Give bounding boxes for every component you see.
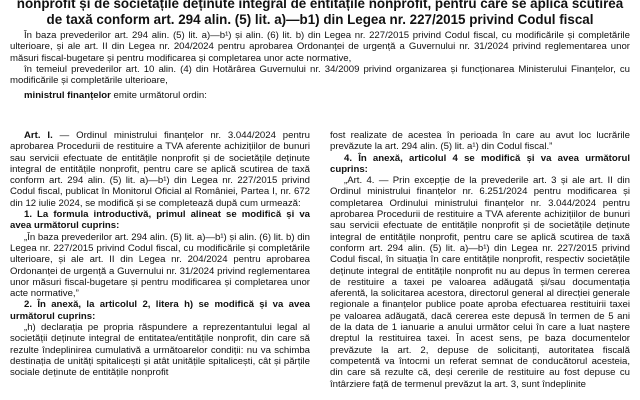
continuation-text: fost realizate de acestea în perioada în care au avut loc lucrările prevăzute la art. 294 alin. (5) lit. a¹) din Codul fiscal.” bbox=[330, 130, 630, 153]
item-1-heading: 1. La formula introductivă, primul alineat se modifică și va avea următorul cuprins: bbox=[10, 209, 310, 232]
document-title bbox=[2, 0, 638, 28]
article-1-label: Art. I. bbox=[24, 130, 53, 141]
item-2-quote: „h) declarația pe propria răspundere a reprezentantului legal al societății deținute integral de entitatea/entitățile nonprofit, din care să rezulte îndeplinirea cumulativă a următoarelor condiții: nu va schimba destinația de unități spitalicești și atât unitățile spitalicești, cât și părțile sociale deținute de entitățile nonprofit bbox=[10, 322, 310, 379]
preamble-paragraph-2: în temeiul prevederilor art. 10 alin. (4) din Hotărârea Guvernului nr. 34/2009 privind organizarea și funcționarea Ministerului Finanțelor, cu modificările și completările ulterioare, bbox=[10, 63, 630, 87]
article-4-quote: „Art. 4. — Prin excepție de la prevederile art. 3 și ale art. II din Ordinul ministrului finanțelor nr. 6.251/2024 pentru modificarea și completarea Ordinului ministrului finanțelor nr. 3.044/2024 pentru aprobarea Procedurii de restituire a TVA aferente achizițiilor de bunuri sau servicii efectuate de entitățile nonprofit și de societățile deținute integral de entitățile nonprofit, pentru care se aplică scutirea de taxă conform art. 294 alin. (5) lit. a)—b¹) din Legea nr. 227/2015 privind Codul fiscal, în situația în care entitățile nonprofit, respectiv societățile deținute integral de entitățile nonprofit nu au depus în termen cererea de restituire a taxei pe valoarea adăugată și/sau documentația aferentă, la solicitarea acestora, directorul general al direcției generale regionale a finanțelor publice poate aproba efectuarea restituirii taxei pe valoarea adăugată, dacă cererea este depusă în termen de 5 ani de la data de 1 ianuarie a anului următor celui în care a luat naștere dreptul la restituirea taxei. În acest sens, pe baza documentelor prevăzute la art. 2, depuse de solicitanți, autoritatea fiscală competentă va întocmi un referat semnat de conducătorul acesteia, din care să rezulte că, deși cererile de restituire au fost depuse cu întârziere față de termenul prevăzut la art. 3, sunt îndeplinite bbox=[330, 175, 630, 390]
article-1 bbox=[10, 130, 310, 209]
preamble bbox=[10, 30, 630, 102]
right-column bbox=[330, 130, 630, 390]
item-4-heading: 4. În anexă, articolul 4 se modifică și va avea următorul cuprins: bbox=[330, 152, 630, 175]
item-2-heading: 2. În anexă, la articolul 2, litera h) se modifică și va avea următorul cuprins: bbox=[10, 299, 310, 322]
preamble-paragraph-1: În baza prevederilor art. 294 alin. (5) lit. a)—b¹) și alin. (6) lit. b) din Legea nr. 227/2015 privind Codul fiscal, cu modificările și completările ulterioare, și ale art. II din Legea nr. 204/2024 pentru aprobarea Ordonanței de urgență a Guvernului nr. 31/2024 privind reglementarea unor măsuri fiscal-bugetare și pentru modificarea și completarea unor acte normative, bbox=[10, 30, 630, 64]
title-line-2: de taxă conform art. 294 alin. (5) lit. a)—b1) din Legea nr. 227/2015 privind Codul fiscal bbox=[46, 12, 594, 27]
left-column bbox=[10, 130, 310, 379]
title-line-1: nonprofit și de societățile deținute integral de entitățile nonprofit, pentru care se aplică scutirea bbox=[16, 0, 624, 11]
issuer-name: ministrul finanțelor bbox=[24, 90, 111, 102]
issuer-line bbox=[10, 90, 630, 101]
article-1-text: — Ordinul ministrului finanțelor nr. 3.044/2024 pentru aprobarea Procedurii de restituire a TVA aferente achizițiilor de bunuri sau servicii efectuate de entitățile nonprofit și de societățile deținute integral de entitățile nonprofit, pentru care se aplică scutirea de taxă conform art. 294 alin. (5) lit. a)—b¹) din Legea nr. 227/2015 privind Codul fiscal, publicat în Monitorul Oficial al României, Partea I, nr. 672 din 12 iulie 2024, se modifică și se completează după cum urmează: bbox=[10, 130, 310, 209]
issuer-action: emite următorul ordin: bbox=[110, 90, 207, 102]
item-1-quote: „În baza prevederilor art. 294 alin. (5) lit. a)—b¹) și alin. (6) lit. b) din Legea nr. 227/2015 privind Codul fiscal, cu modificările și completările ulterioare, și ale art. II din Legea nr. 204/2024 pentru aprobarea Ordonanței de urgență a Guvernului nr. 31/2024 privind reglementarea unor măsuri fiscal-bugetare și pentru modificarea și completarea unor acte normative,” bbox=[10, 231, 310, 300]
